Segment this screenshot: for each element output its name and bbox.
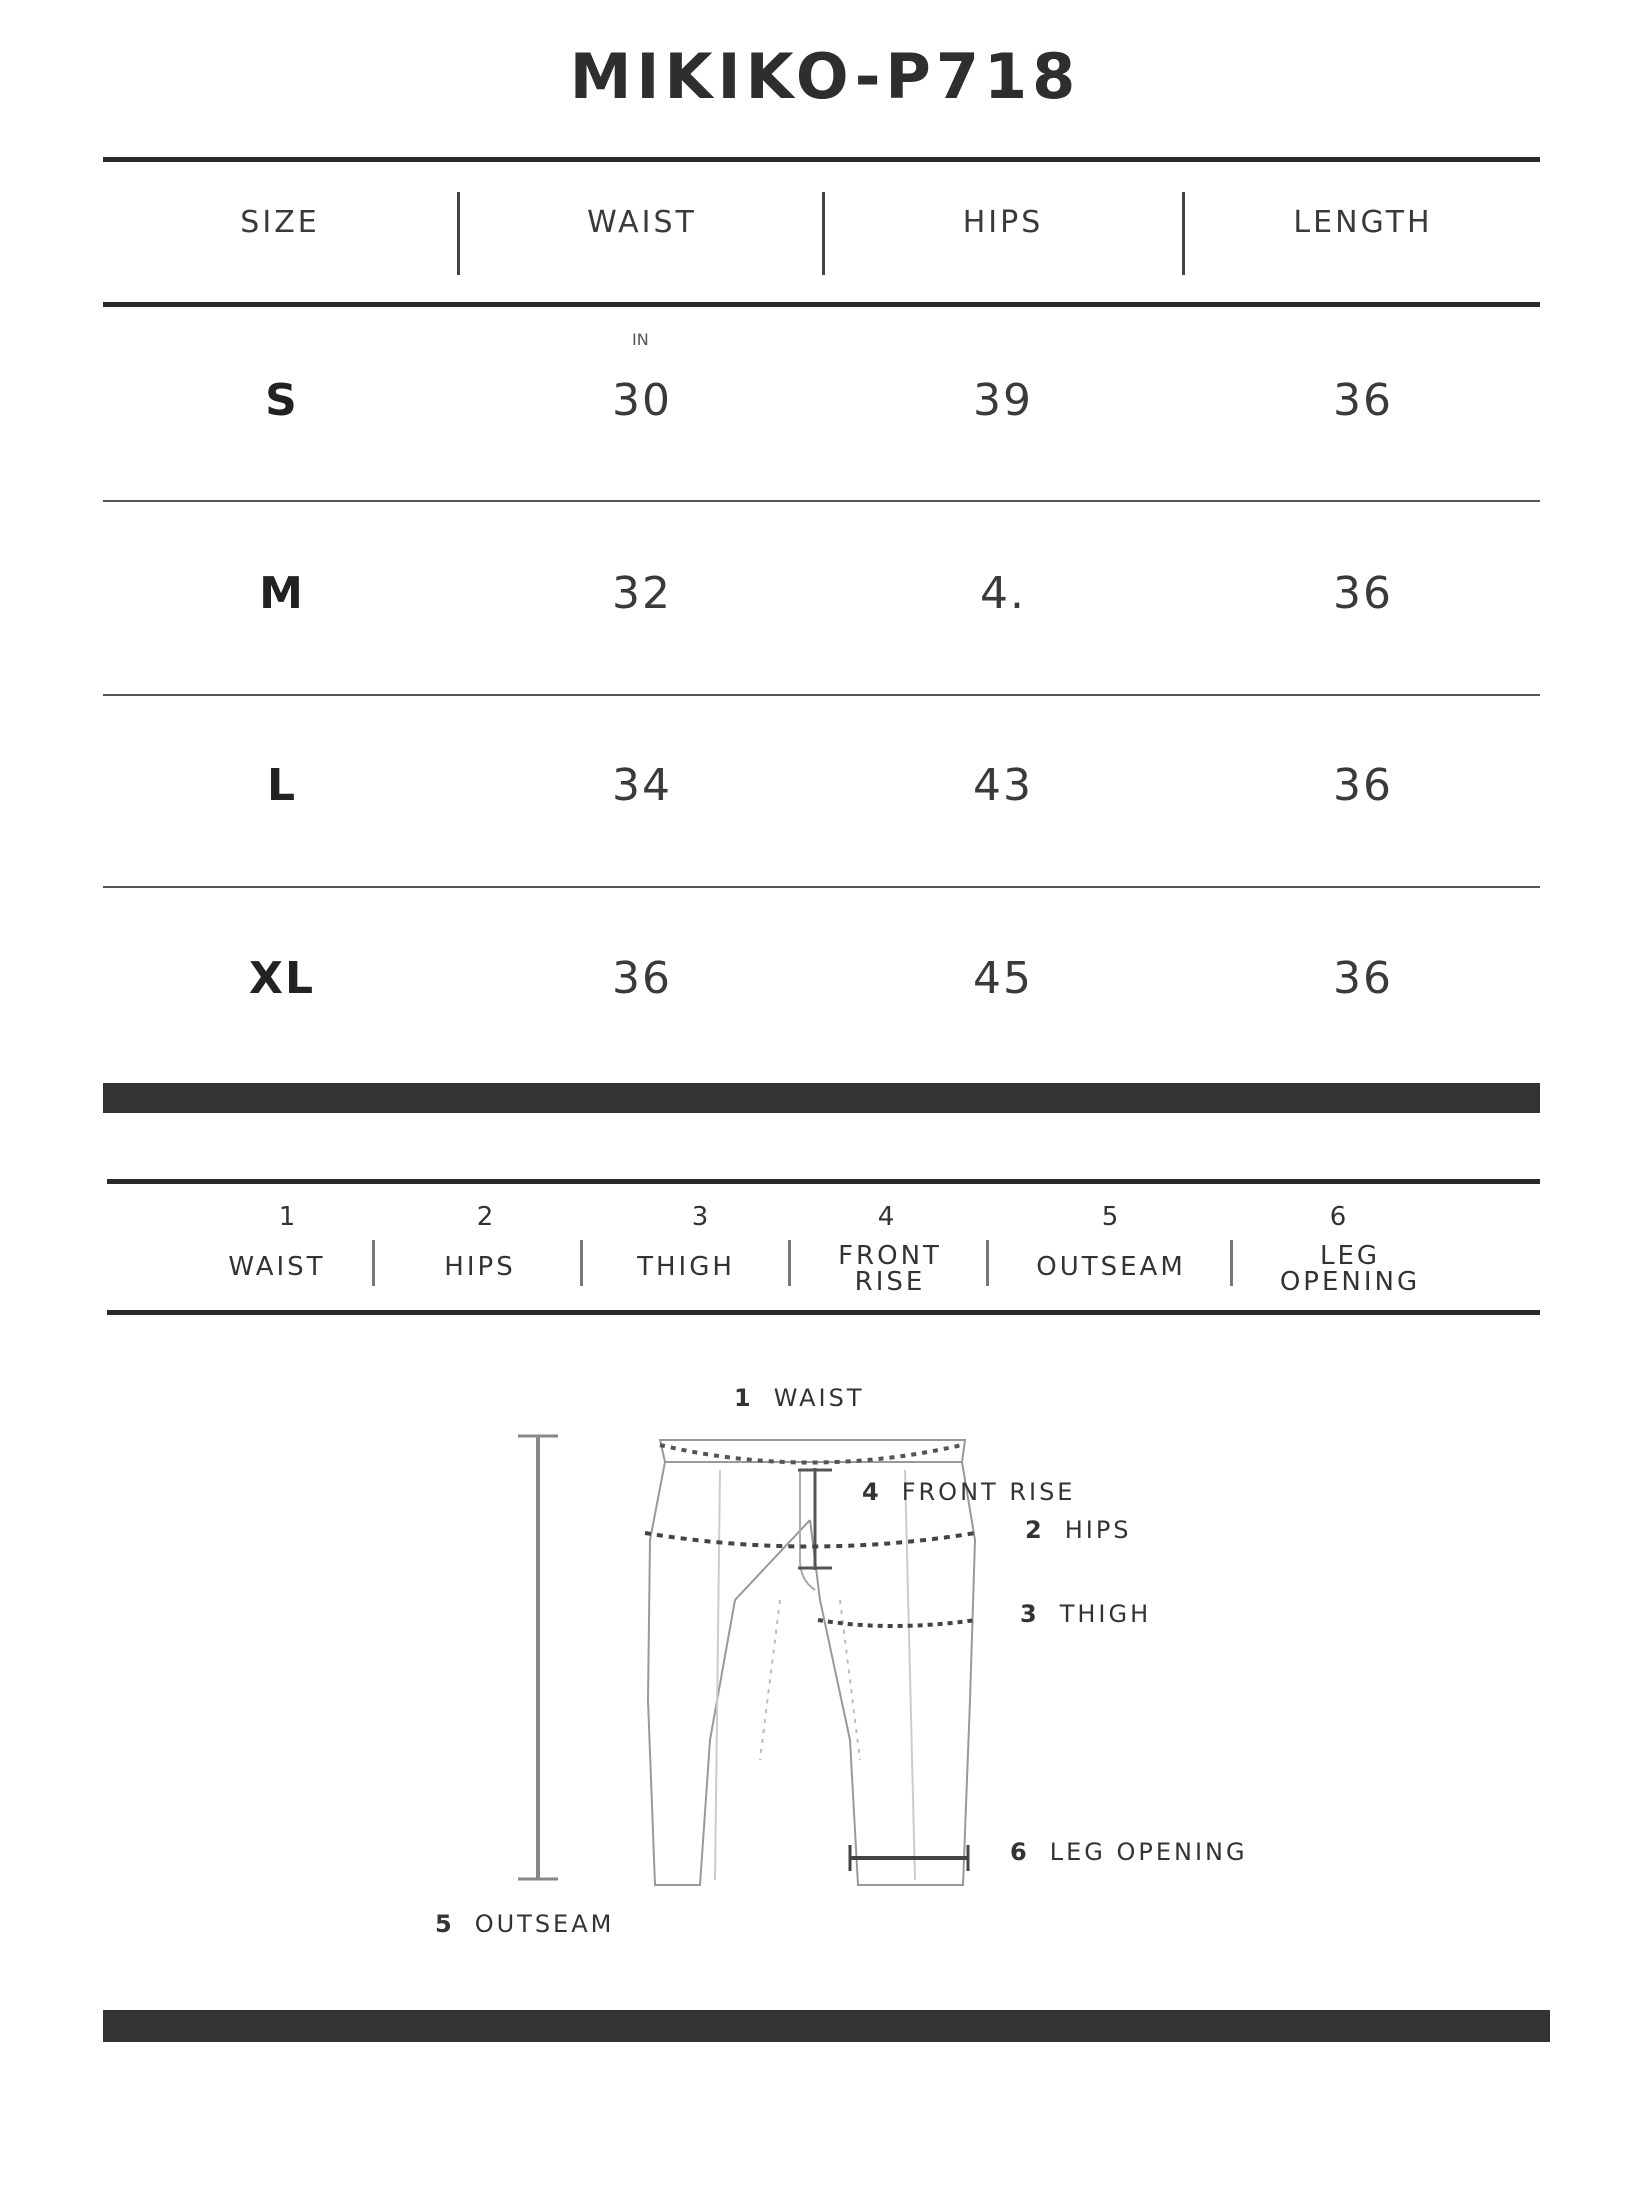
legend-label-2: HIPS (444, 1252, 516, 1282)
legend-label-1: WAIST (228, 1252, 326, 1282)
waist-l: 34 (612, 760, 672, 811)
bottom-divider-bar (103, 2010, 1550, 2042)
legend-label-4: FRONT RISE (838, 1241, 942, 1297)
legend-num-5: 5 (1101, 1202, 1119, 1232)
legend-label-6: LEG OPENING (1279, 1241, 1421, 1297)
legend-num-2: 2 (476, 1202, 494, 1232)
legend-bottom-rule (107, 1310, 1540, 1315)
table-top-rule (103, 157, 1540, 162)
header-divider (1182, 192, 1185, 275)
hips-xl: 45 (973, 953, 1033, 1004)
header-hips: HIPS (962, 205, 1044, 240)
header-length: LENGTH (1293, 205, 1433, 240)
size-s: S (265, 375, 299, 426)
hips-m: 4. (980, 568, 1026, 619)
row-divider (103, 886, 1540, 888)
waist-xl: 36 (612, 953, 672, 1004)
size-l: L (266, 760, 298, 811)
diagram-label-outseam: 5 OUTSEAM (435, 1910, 615, 1938)
length-l: 36 (1333, 760, 1393, 811)
unit-label: IN (632, 330, 649, 349)
legend-num-3: 3 (691, 1202, 709, 1232)
waist-m: 32 (612, 568, 672, 619)
section-divider-bar (103, 1083, 1540, 1113)
header-divider (822, 192, 825, 275)
legend-num-1: 1 (278, 1202, 296, 1232)
legend-divider (1230, 1240, 1233, 1286)
length-m: 36 (1333, 568, 1393, 619)
legend-num-6: 6 (1329, 1202, 1347, 1232)
diagram-label-front-rise: 4 FRONT RISE (862, 1478, 1076, 1506)
legend-top-rule (107, 1179, 1540, 1184)
header-waist: WAIST (587, 205, 697, 240)
size-xl: XL (249, 953, 315, 1004)
header-divider (457, 192, 460, 275)
size-m: M (259, 568, 305, 619)
diagram-label-thigh: 3 THIGH (1020, 1600, 1152, 1628)
diagram-label-leg-opening: 6 LEG OPENING (1010, 1838, 1248, 1866)
length-s: 36 (1333, 375, 1393, 426)
legend-label-5: OUTSEAM (1036, 1252, 1186, 1282)
diagram-label-waist: 1 WAIST (734, 1384, 865, 1412)
legend-divider (986, 1240, 989, 1286)
row-divider (103, 500, 1540, 502)
page-title: MIKIKO-P718 (569, 40, 1081, 113)
hips-s: 39 (973, 375, 1033, 426)
header-bottom-rule (103, 302, 1540, 307)
diagram-label-hips: 2 HIPS (1025, 1516, 1132, 1544)
waist-s: 30 (612, 375, 672, 426)
legend-label-3: THIGH (637, 1252, 735, 1282)
hips-l: 43 (973, 760, 1033, 811)
row-divider (103, 694, 1540, 696)
legend-divider (788, 1240, 791, 1286)
legend-num-4: 4 (877, 1202, 895, 1232)
length-xl: 36 (1333, 953, 1393, 1004)
header-size: SIZE (240, 205, 320, 240)
legend-divider (372, 1240, 375, 1286)
legend-divider (580, 1240, 583, 1286)
